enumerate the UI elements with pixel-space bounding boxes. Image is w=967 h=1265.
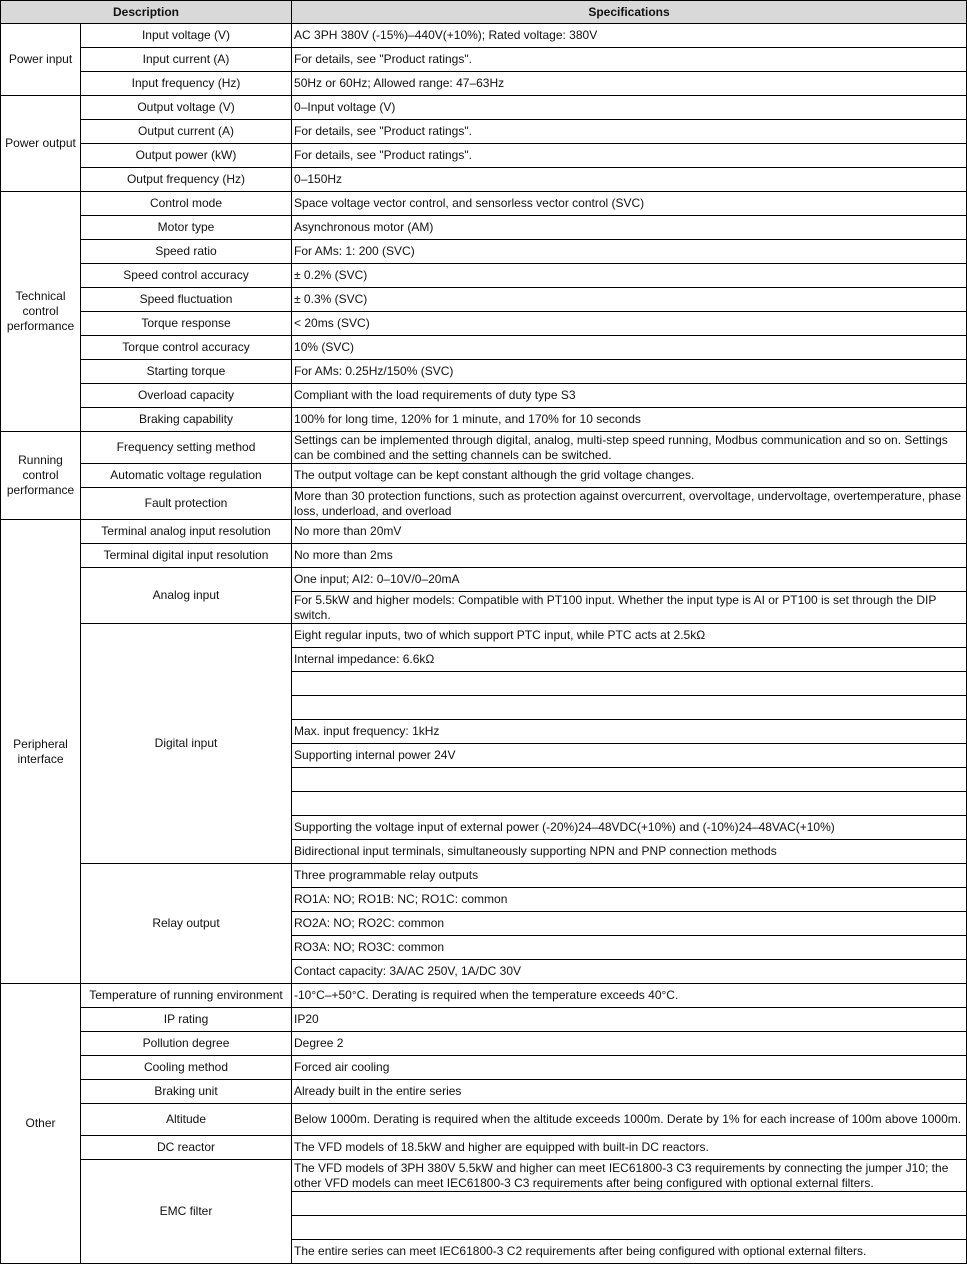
category-cell: Peripheral interface (1, 520, 81, 984)
category-cell: Running control performance (1, 432, 81, 520)
header-specifications: Specifications (292, 1, 967, 24)
table-row (1, 408, 967, 432)
spec-cell: 0–Input voltage (V) (292, 96, 967, 120)
spec-cell: The output voltage can be kept constant although the grid voltage changes. (292, 464, 967, 488)
item-cell: IP rating (81, 1008, 292, 1032)
table-row (1, 144, 967, 168)
spec-cell: Three programmable relay outputs (292, 864, 967, 888)
table-row (1, 96, 967, 120)
table-row (1, 1008, 967, 1032)
item-cell: Output power (kW) (81, 144, 292, 168)
table-row (1, 384, 967, 408)
spec-cell: Forced air cooling (292, 1056, 967, 1080)
spec-cell: 50Hz or 60Hz; Allowed range: 47–63Hz (292, 72, 967, 96)
spec-cell: Supporting internal power 24V (292, 744, 967, 768)
table-row (1, 464, 967, 488)
item-cell: Input voltage (V) (81, 24, 292, 48)
spec-empty-cell (292, 1192, 967, 1216)
table-row (1, 1080, 967, 1104)
spec-cell: Bidirectional input terminals, simultaneously supporting NPN and PNP connection methods (292, 840, 967, 864)
table-row (1, 864, 967, 888)
spec-empty-cell (292, 696, 967, 720)
spec-cell: For 5.5kW and higher models: Compatible with PT100 input. Whether the input type is AI or PT100 is set through the DIP switch. (292, 592, 967, 624)
item-cell: Braking capability (81, 408, 292, 432)
spec-cell: Contact capacity: 3A/AC 250V, 1A/DC 30V (292, 960, 967, 984)
spec-cell: AC 3PH 380V (-15%)–440V(+10%); Rated voltage: 380V (292, 24, 967, 48)
category-cell: Power input (1, 24, 81, 96)
spec-empty-cell (292, 1216, 967, 1240)
spec-cell: Degree 2 (292, 1032, 967, 1056)
table-row (1, 1056, 967, 1080)
table-row (1, 544, 967, 568)
table-row (1, 288, 967, 312)
spec-cell: The VFD models of 18.5kW and higher are equipped with built-in DC reactors. (292, 1136, 967, 1160)
item-cell: Terminal analog input resolution (81, 520, 292, 544)
spec-cell: For details, see "Product ratings". (292, 48, 967, 72)
spec-empty-cell (292, 792, 967, 816)
item-cell: Analog input (81, 568, 292, 624)
item-cell: Relay output (81, 864, 292, 984)
spec-cell: ± 0.3% (SVC) (292, 288, 967, 312)
table-row (1, 624, 967, 648)
item-cell: EMC filter (81, 1160, 292, 1264)
spec-cell: More than 30 protection functions, such as protection against overcurrent, overvoltage, undervoltage, overtemperature, phase loss, underload, and overload (292, 488, 967, 520)
item-cell: Overload capacity (81, 384, 292, 408)
item-cell: Motor type (81, 216, 292, 240)
item-cell: Input current (A) (81, 48, 292, 72)
spec-cell: IP20 (292, 1008, 967, 1032)
item-cell: Automatic voltage regulation (81, 464, 292, 488)
spec-cell: RO1A: NO; RO1B: NC; RO1C: common (292, 888, 967, 912)
item-cell: Control mode (81, 192, 292, 216)
table-row (1, 72, 967, 96)
category-cell: Power output (1, 96, 81, 192)
spec-empty-cell (292, 768, 967, 792)
item-cell: Braking unit (81, 1080, 292, 1104)
item-cell: Speed ratio (81, 240, 292, 264)
spec-cell: No more than 2ms (292, 544, 967, 568)
table-row (1, 1136, 967, 1160)
table-row (1, 432, 967, 464)
spec-cell: Settings can be implemented through digital, analog, multi-step speed running, Modbus communication and so on. Settings can be combined and the setting channels can be switched. (292, 432, 967, 464)
spec-cell: For details, see "Product ratings". (292, 144, 967, 168)
table-row (1, 264, 967, 288)
table-row (1, 1104, 967, 1136)
spec-cell: RO2A: NO; RO2C: common (292, 912, 967, 936)
table-row (1, 192, 967, 216)
item-cell: Digital input (81, 624, 292, 864)
spec-cell: One input; AI2: 0–10V/0–20mA (292, 568, 967, 592)
category-cell: Technical control performance (1, 192, 81, 432)
item-cell: DC reactor (81, 1136, 292, 1160)
spec-cell: Asynchronous motor (AM) (292, 216, 967, 240)
header-description: Description (1, 1, 292, 24)
spec-cell: 10% (SVC) (292, 336, 967, 360)
table-row (1, 312, 967, 336)
item-cell: Cooling method (81, 1056, 292, 1080)
item-cell: Speed control accuracy (81, 264, 292, 288)
table-row (1, 216, 967, 240)
spec-cell: 0–150Hz (292, 168, 967, 192)
item-cell: Input frequency (Hz) (81, 72, 292, 96)
spec-cell: RO3A: NO; RO3C: common (292, 936, 967, 960)
item-cell: Fault protection (81, 488, 292, 520)
item-cell: Pollution degree (81, 1032, 292, 1056)
item-cell: Terminal digital input resolution (81, 544, 292, 568)
spec-cell: -10°C–+50°C. Derating is required when the temperature exceeds 40°C. (292, 984, 967, 1008)
table-row (1, 48, 967, 72)
table-row (1, 336, 967, 360)
item-cell: Altitude (81, 1104, 292, 1136)
spec-cell: Compliant with the load requirements of duty type S3 (292, 384, 967, 408)
spec-cell: No more than 20mV (292, 520, 967, 544)
item-cell: Output voltage (V) (81, 96, 292, 120)
item-cell: Torque control accuracy (81, 336, 292, 360)
item-cell: Temperature of running environment (81, 984, 292, 1008)
spec-cell: Internal impedance: 6.6kΩ (292, 648, 967, 672)
item-cell: Frequency setting method (81, 432, 292, 464)
table-row (1, 1032, 967, 1056)
item-cell: Starting torque (81, 360, 292, 384)
spec-cell: The VFD models of 3PH 380V 5.5kW and higher can meet IEC61800-3 C3 requirements by connecting the jumper J10; the other VFD models can meet IEC61800-3 C3 requirements after being configured with optional external filters. (292, 1160, 967, 1192)
category-cell: Other (1, 984, 81, 1264)
item-cell: Output current (A) (81, 120, 292, 144)
table-body (1, 24, 967, 1264)
spec-cell: < 20ms (SVC) (292, 312, 967, 336)
header-row (1, 1, 967, 24)
table-row (1, 984, 967, 1008)
table-row (1, 520, 967, 544)
item-cell: Output frequency (Hz) (81, 168, 292, 192)
item-cell: Torque response (81, 312, 292, 336)
table-row (1, 488, 967, 520)
spec-cell: For details, see "Product ratings". (292, 120, 967, 144)
spec-cell: Eight regular inputs, two of which support PTC input, while PTC acts at 2.5kΩ (292, 624, 967, 648)
spec-cell: Space voltage vector control, and sensorless vector control (SVC) (292, 192, 967, 216)
spec-cell: ± 0.2% (SVC) (292, 264, 967, 288)
item-cell: Speed fluctuation (81, 288, 292, 312)
spec-cell: The entire series can meet IEC61800-3 C2 requirements after being configured with optional external filters. (292, 1240, 967, 1264)
spec-cell: Below 1000m. Derating is required when the altitude exceeds 1000m. Derate by 1% for each increase of 100m above 1000m. (292, 1104, 967, 1136)
table-row (1, 568, 967, 592)
spec-cell: For AMs: 0.25Hz/150% (SVC) (292, 360, 967, 384)
spec-cell: Supporting the voltage input of external power (-20%)24–48VDC(+10%) and (-10%)24–48VAC(+10%) (292, 816, 967, 840)
table-row (1, 240, 967, 264)
spec-cell: For AMs: 1: 200 (SVC) (292, 240, 967, 264)
spec-cell: Max. input frequency: 1kHz (292, 720, 967, 744)
table-row (1, 360, 967, 384)
table-row (1, 1160, 967, 1192)
table-row (1, 24, 967, 48)
table-row (1, 120, 967, 144)
spec-cell: Already built in the entire series (292, 1080, 967, 1104)
spec-empty-cell (292, 672, 967, 696)
spec-cell: 100% for long time, 120% for 1 minute, and 170% for 10 seconds (292, 408, 967, 432)
table-row (1, 168, 967, 192)
